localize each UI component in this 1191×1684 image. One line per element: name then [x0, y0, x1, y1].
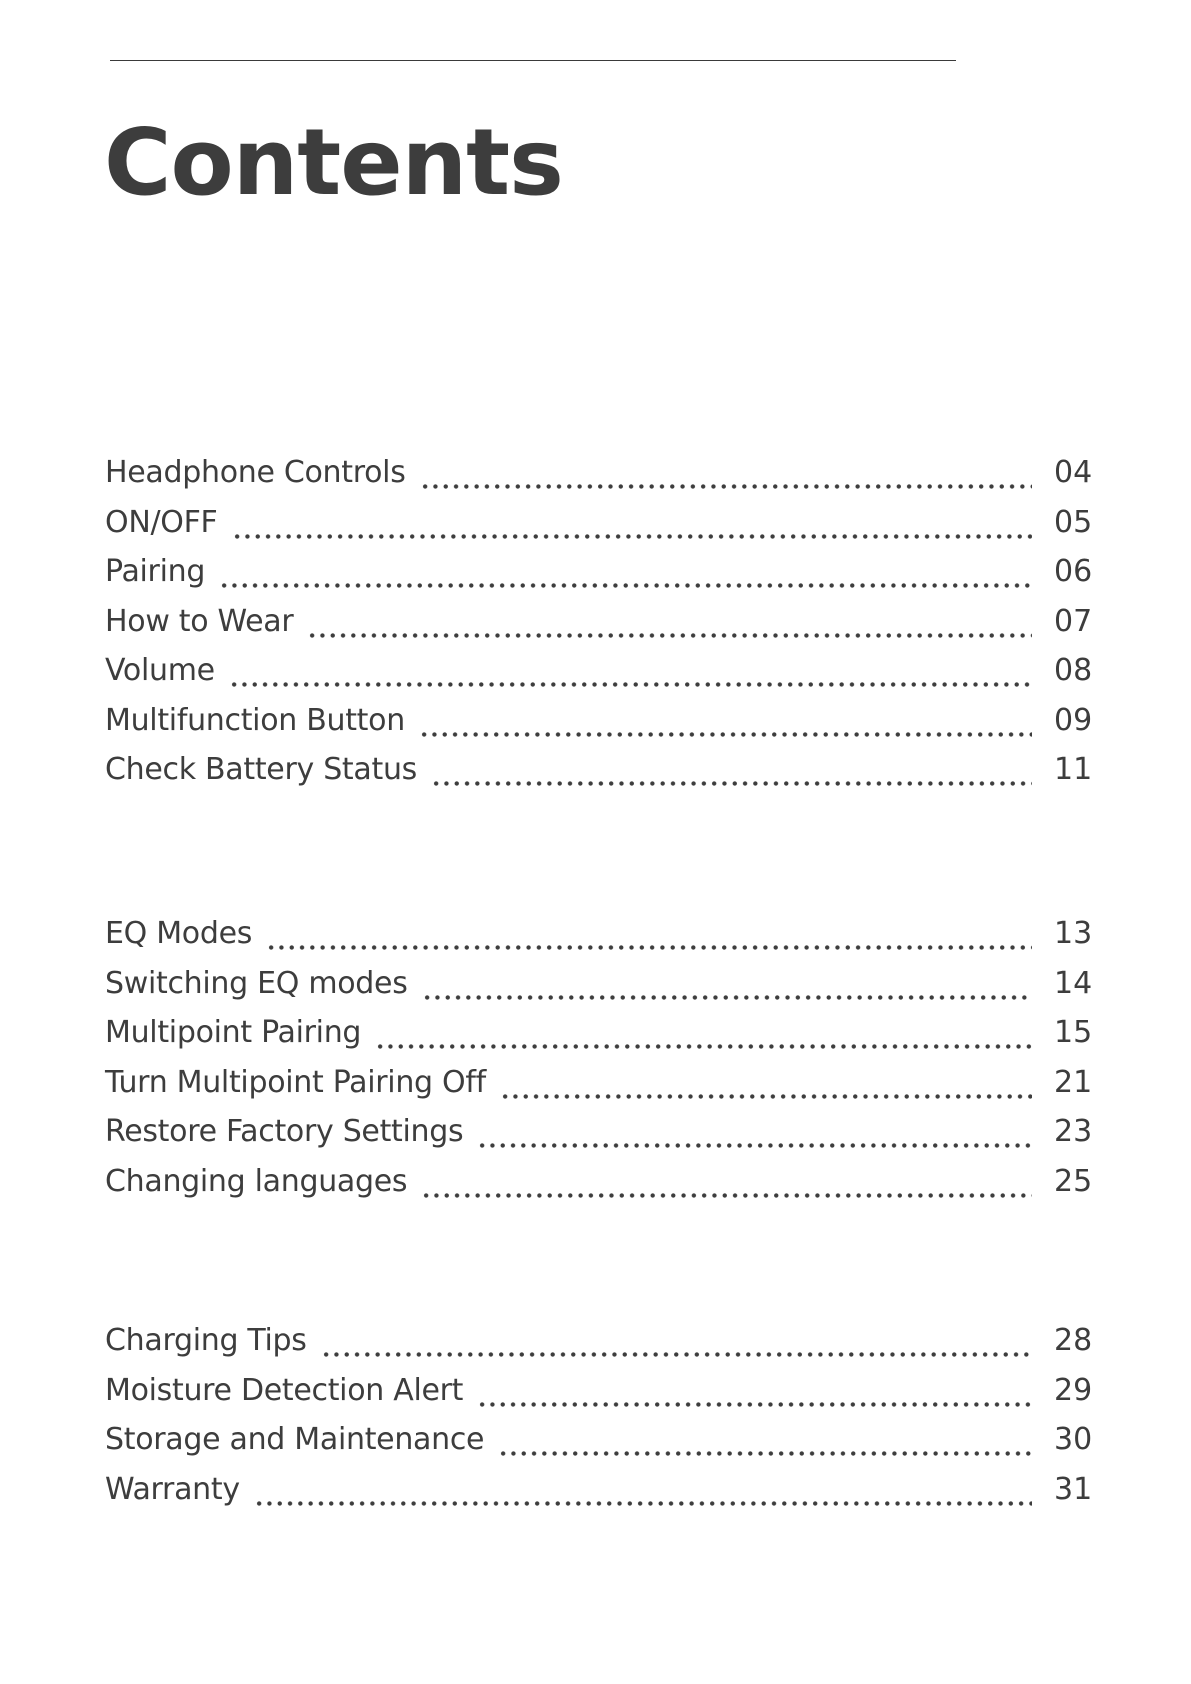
toc-entry-label: Turn Multipoint Pairing Off [105, 1064, 486, 1100]
toc-entry-label: EQ Modes [105, 916, 253, 951]
toc-entry-label: Charging Tips [105, 1323, 307, 1358]
toc-entry-page: 31 [1054, 1471, 1093, 1507]
toc-entry-page: 09 [1054, 702, 1093, 738]
dot-leader [500, 1094, 1032, 1099]
toc-entry[interactable] [105, 653, 1093, 703]
toc-entry[interactable] [105, 1372, 1093, 1423]
toc-entry[interactable] [105, 1064, 1093, 1115]
toc-entry-page: 23 [1054, 1114, 1093, 1149]
toc-entry-label: Headphone Controls [105, 455, 406, 490]
toc-entry-page: 13 [1054, 916, 1093, 951]
toc-entry-page: 29 [1054, 1372, 1093, 1408]
toc-entry[interactable] [105, 752, 1093, 802]
toc-entry-page: 21 [1054, 1064, 1093, 1100]
dot-leader [431, 781, 1032, 786]
toc-entry-page: 08 [1054, 653, 1093, 688]
toc-entry-label: Volume [105, 653, 215, 688]
toc-entry-label: ON/OFF [105, 504, 218, 540]
toc-entry[interactable] [105, 1163, 1093, 1214]
dot-leader [421, 1193, 1032, 1198]
toc-entry[interactable] [105, 916, 1093, 966]
toc-entry[interactable] [105, 702, 1093, 753]
toc-entry-label: Restore Factory Settings [105, 1114, 464, 1149]
top-rule [110, 60, 956, 61]
dot-leader [420, 484, 1032, 489]
dot-leader [232, 534, 1033, 539]
dot-leader [422, 995, 1032, 1000]
toc-entry-page: 30 [1054, 1422, 1093, 1457]
toc-entry-label: How to Wear [105, 603, 294, 639]
toc-section-3 [105, 1323, 1093, 1521]
toc-entry[interactable] [105, 1471, 1093, 1522]
dot-leader [477, 1143, 1032, 1148]
toc-entry-page: 04 [1054, 455, 1093, 490]
toc-entry-label: Warranty [105, 1471, 240, 1507]
toc-entry[interactable] [105, 1015, 1093, 1065]
toc-entry[interactable] [105, 1323, 1093, 1373]
page-title: Contents [104, 109, 563, 216]
toc-entry-page: 07 [1054, 603, 1093, 639]
toc-section-1 [105, 455, 1093, 802]
toc-entry-label: Moisture Detection Alert [105, 1372, 464, 1408]
dot-leader [219, 583, 1032, 588]
toc-entry[interactable] [105, 455, 1093, 505]
toc-entry[interactable] [105, 965, 1093, 1016]
toc-entry-label: Switching EQ modes [105, 965, 408, 1001]
toc-entry-label: Multipoint Pairing [105, 1015, 362, 1050]
toc-entry-label: Storage and Maintenance [105, 1422, 485, 1457]
toc-entry-page: 28 [1054, 1323, 1093, 1358]
dot-leader [477, 1402, 1032, 1407]
dot-leader [254, 1501, 1032, 1506]
toc-entry-label: Pairing [105, 554, 206, 589]
toc-entry[interactable] [105, 1422, 1093, 1472]
toc-entry-page: 05 [1054, 504, 1093, 540]
dot-leader [419, 732, 1032, 737]
toc-entry-page: 06 [1054, 554, 1093, 589]
dot-leader [307, 633, 1032, 638]
toc-entry-page: 11 [1054, 752, 1093, 787]
toc-entry[interactable] [105, 603, 1093, 654]
dot-leader [321, 1352, 1032, 1357]
toc-entry-label: Multifunction Button [105, 702, 405, 738]
toc-entry-page: 15 [1054, 1015, 1093, 1050]
toc-entry-label: Changing languages [105, 1163, 408, 1199]
toc-section-2 [105, 916, 1093, 1213]
dot-leader [266, 945, 1032, 950]
dot-leader [498, 1451, 1032, 1456]
toc-entry-page: 14 [1054, 965, 1093, 1001]
toc-entry[interactable] [105, 554, 1093, 604]
dot-leader [229, 682, 1032, 687]
toc-entry[interactable] [105, 1114, 1093, 1164]
toc-entry[interactable] [105, 504, 1093, 555]
toc-entry-page: 25 [1054, 1163, 1093, 1199]
dot-leader [375, 1044, 1032, 1049]
toc-entry-label: Check Battery Status [105, 752, 417, 787]
